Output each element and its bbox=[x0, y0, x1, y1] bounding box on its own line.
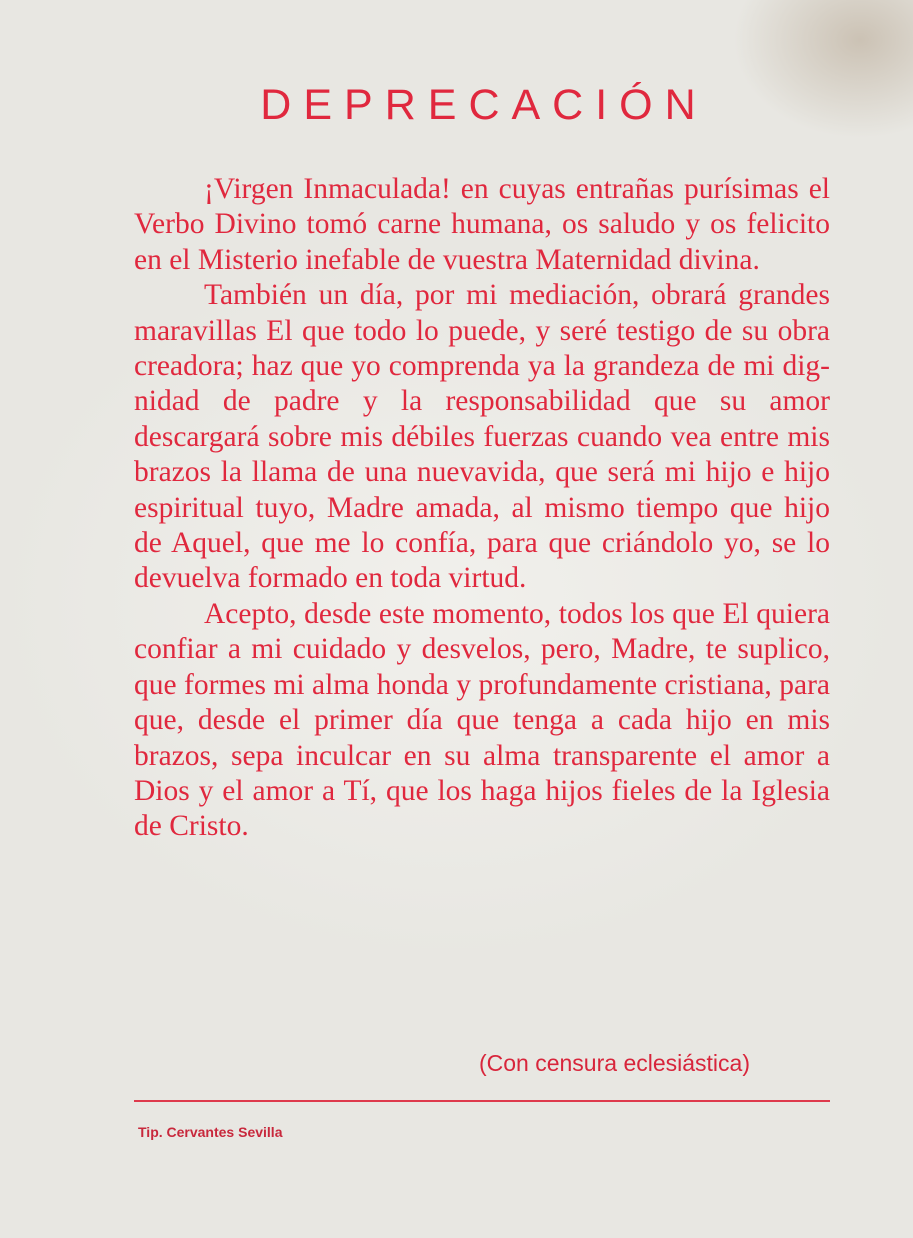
paragraph-2: También un día, por mi mediación, obrará grandes maravillas El que todo lo puede, y seré testigo de su obra creadora; haz que yo comprenda ya la grandeza de mi dignidad de padre y la responsabilidad que su amor descargará sobre mis débiles fuerzas cuando vea entre mis brazos la llama de una nuevavida, que será mi hijo e hijo espiritual tuyo, Madre amada, al mismo tiempo que hijo de Aquel, que me lo confía, para que criándolo yo, se lo devuelva formado en toda virtud. bbox=[134, 279, 830, 595]
paragraph-1: ¡Virgen Inmaculada! en cuyas entrañas purísimas el Verbo Divino tomó carne humana, os saludo y os felicito en el Misterio inefable de vuestra Maternidad divina. bbox=[134, 173, 830, 276]
divider-rule bbox=[134, 1100, 830, 1102]
prayer-body bbox=[134, 172, 830, 845]
printer-imprint: Tip. Cervantes Sevilla bbox=[138, 1124, 283, 1140]
censorship-note: (Con censura eclesiástica) bbox=[478, 1050, 750, 1076]
paragraph-3: Acepto, desde este momento, todos los que El quiera confiar a mi cuidado y desvelos, pero, Madre, te suplico, que formes mi alma honda y profundamente cristiana, para que, desde el primer día que tenga a cada hijo en mis brazos, sepa inculcar en su alma transparente el amor a Dios y el amor a Tí, que los haga hijos fieles de la Iglesia de Cristo. bbox=[134, 597, 830, 843]
document-title: DEPRECACIÓN bbox=[260, 81, 708, 129]
